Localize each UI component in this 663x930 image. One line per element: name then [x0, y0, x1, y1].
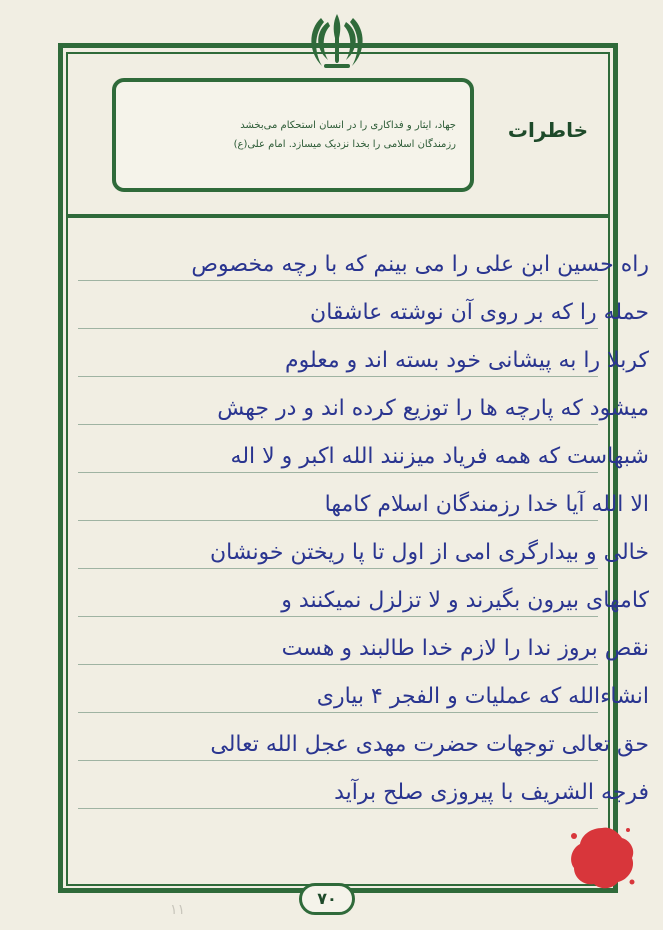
quote-line: جهاد، ایثار و فداکاری را در انسان استحکام می‌بخشد	[240, 120, 456, 131]
red-ink-blot-icon	[566, 822, 638, 892]
ruled-line	[78, 280, 598, 281]
ruled-line	[78, 568, 598, 569]
handwritten-line: شبهاست که همه فریاد میزنند الله اکبر و لا اله	[230, 444, 649, 469]
handwritten-line: کربلا را به پیشانی خود بسته اند و معلوم	[284, 348, 649, 373]
section-title: خاطرات	[507, 118, 588, 142]
ruled-line	[78, 664, 598, 665]
ruled-line	[78, 424, 598, 425]
quote-text	[126, 116, 456, 154]
quote-line: رزمندگان اسلامی را بخدا نزدیک میسازد. امام علی(ع)	[233, 139, 456, 150]
handwritten-line: حق تعالی توجهات حضرت مهدی عجل الله تعالی	[210, 732, 649, 757]
ruled-line	[78, 328, 598, 329]
handwritten-line: کامهای بیرون بگیرند و لا تزلزل نمیکنند و	[281, 588, 649, 613]
handwritten-line: انشاءالله که عملیات و الفجر ۴ بیاری	[316, 684, 649, 709]
handwritten-line: حمله را که بر روی آن نوشته عاشقان	[310, 300, 649, 325]
handwritten-line: فرجه الشریف با پیروزی صلح برآید	[334, 780, 649, 805]
handwritten-line: میشود که پارچه ها را توزیع کرده اند و در جهش	[217, 396, 649, 421]
ruled-line	[78, 472, 598, 473]
ghost-page-number: ۱۱	[170, 902, 186, 918]
handwritten-line: الا الله آیا خدا رزمندگان اسلام کامها	[324, 492, 649, 517]
ruled-line	[78, 520, 598, 521]
handwritten-line: نقص بروز ندا را لازم خدا طالبند و هست	[281, 636, 649, 661]
ruled-line	[78, 376, 598, 377]
header-divider	[66, 214, 610, 222]
page-number: ۷۰	[299, 883, 355, 915]
ruled-line	[78, 760, 598, 761]
handwritten-line: خالی و بیدارگری امی از اول تا پا ریختن خونشان	[209, 540, 649, 565]
ruled-line	[78, 808, 598, 809]
handwritten-line: راه حسین ابن علی را می بینم که با رچه مخصوص	[191, 252, 649, 277]
ruled-line	[78, 616, 598, 617]
ruled-line	[78, 712, 598, 713]
